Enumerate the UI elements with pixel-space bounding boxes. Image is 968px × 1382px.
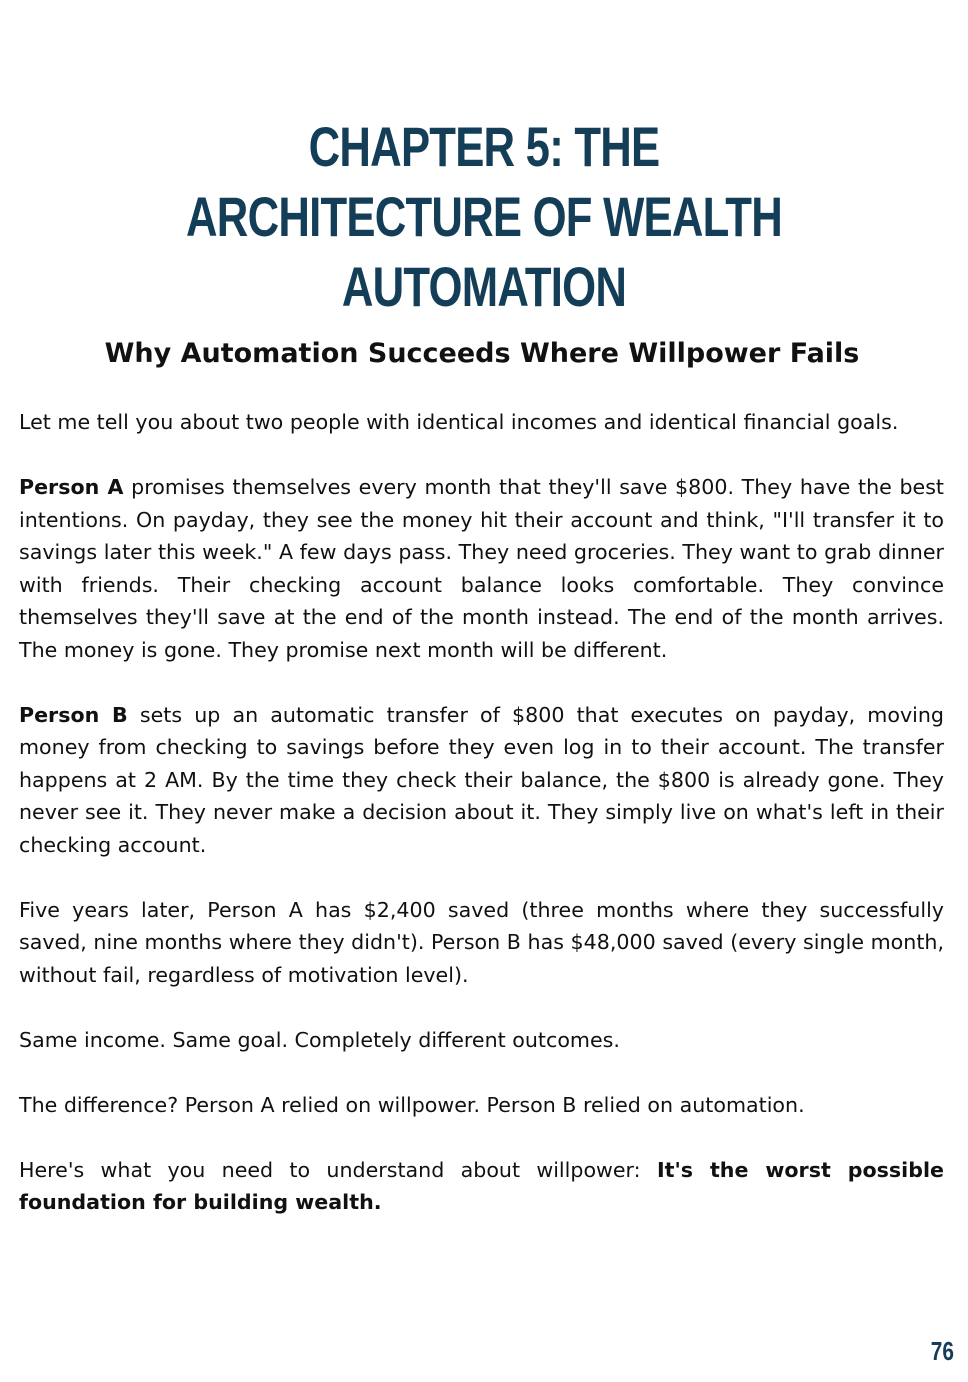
paragraph-person-b [19,699,944,862]
person-b-label: Person B [19,702,128,727]
paragraph-willpower [19,1154,944,1219]
body-text [19,406,944,1251]
person-a-label: Person A [19,475,124,499]
paragraph-person-a [19,471,944,666]
page-number: 76 [930,1336,954,1366]
chapter-title: CHAPTER 5: THE ARCHITECTURE OF WEALTH AUTOMATION [186,115,782,318]
paragraph-same-income: Same income. Same goal. Completely different outcomes. [19,1027,620,1052]
person-b-text: sets up an automatic transfer of $800 that executes on payday, moving money from checking to savings before they even log in to their account. The transfer happens at 2 AM. By the time they check their balance, the $800 is already gone. They never see it. They never make a decision about it. They simply live on what's left in their checking account. [19,702,944,857]
paragraph-five-years: Five years later, Person A has $2,400 saved (three months where they successfully saved, nine months where they didn't). Person B has $48,000 saved (every single month, without fail, regardless of motivation level). [19,897,944,987]
section-heading: Why Automation Succeeds Where Willpower Fails [104,338,860,369]
willpower-emphasis: It's the worst possible foundation for building wealth. [19,1157,944,1214]
paragraph-difference: The difference? Person A relied on willpower. Person B relied on automation. [19,1092,805,1117]
person-a-text: promises themselves every month that they'll save $800. They have the best intentions. On payday, they see the money hit their account and think, "I'll transfer it to savings later this week." A few days pass. They need groceries. They want to grab dinner with friends. Their checking account balance looks comfortable. They convince themselves they'll save at the end of the month instead. The end of the month arrives. The money is gone. They promise next month will be different. [19,475,944,662]
paragraph-intro: Let me tell you about two people with identical incomes and identical financial goals. [19,410,899,434]
willpower-text: Here's what you need to understand about willpower: [19,1157,657,1182]
